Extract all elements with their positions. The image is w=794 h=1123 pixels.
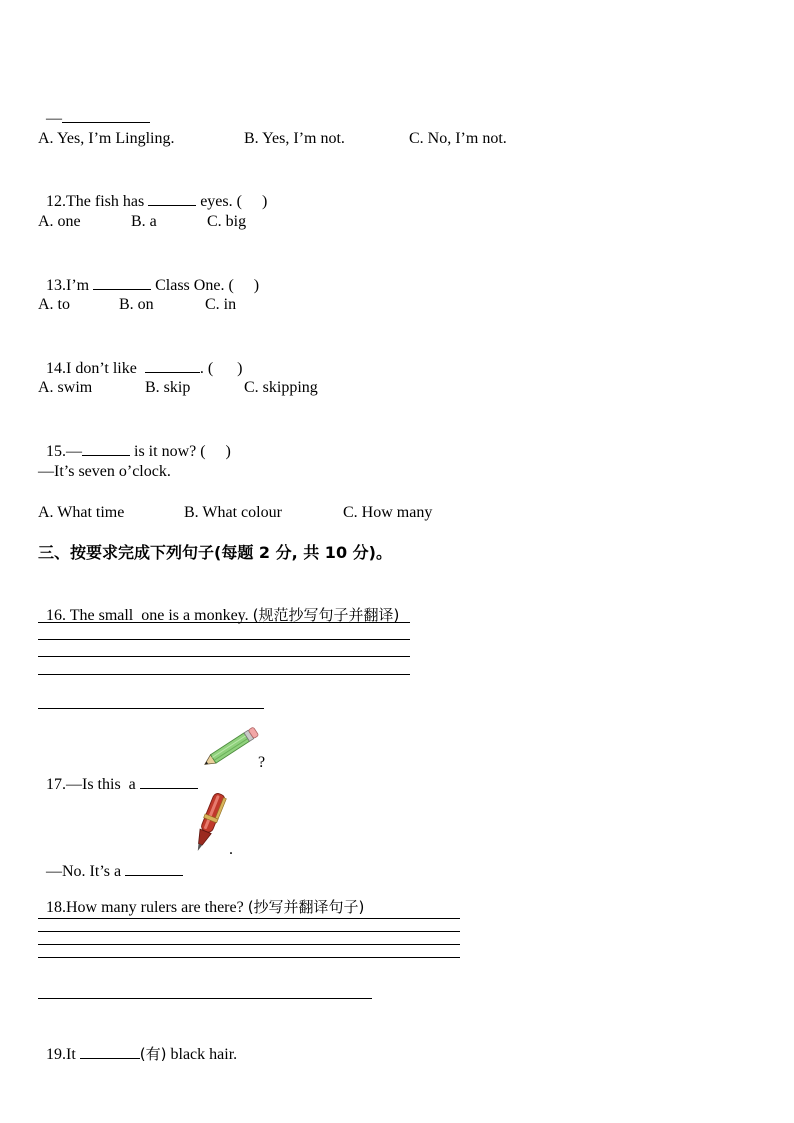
q15-question bbox=[38, 420, 231, 462]
q13-option-c[interactable]: C. in bbox=[205, 296, 237, 313]
q19-hint: (有) bbox=[139, 1045, 167, 1063]
q12-option-a[interactable]: A. one bbox=[38, 213, 81, 230]
q11-option-b[interactable]: B. Yes, I’m not. bbox=[244, 130, 345, 147]
q17-text-pre: 17.—Is this a bbox=[46, 776, 140, 793]
q12-text-pre: 12.The fish has bbox=[46, 193, 149, 210]
q19-blank[interactable] bbox=[80, 1043, 140, 1059]
q16-writing-line-3[interactable] bbox=[38, 656, 410, 657]
q16-writing-line-2[interactable] bbox=[38, 639, 410, 640]
q14-text-pre: 14.I don’t like bbox=[46, 360, 145, 377]
q15-option-a[interactable]: A. What time bbox=[38, 504, 125, 521]
pencil-icon bbox=[198, 726, 262, 770]
q16-writing-line-4[interactable] bbox=[38, 674, 410, 675]
q12-option-c[interactable]: C. big bbox=[207, 213, 247, 230]
q14-text-post: . ( ) bbox=[199, 360, 243, 377]
q13-text-post: Class One. ( ) bbox=[151, 277, 260, 294]
section-3-heading: 三、按要求完成下列句子(每题 2 分, 共 10 分)。 bbox=[38, 543, 392, 562]
q14-option-a[interactable]: A. swim bbox=[38, 379, 93, 396]
q16-writing-line-1[interactable] bbox=[38, 622, 410, 623]
q17-question-mark: ? bbox=[258, 754, 266, 771]
q12-text-post: eyes. ( ) bbox=[196, 193, 268, 210]
q14-blank[interactable] bbox=[145, 357, 200, 373]
q11-option-a[interactable]: A. Yes, I’m Lingling. bbox=[38, 130, 175, 147]
q13-option-a[interactable]: A. to bbox=[38, 296, 70, 313]
q17-answer bbox=[38, 840, 183, 882]
q15-option-c[interactable]: C. How many bbox=[343, 504, 433, 521]
q17-answer-blank[interactable] bbox=[125, 860, 183, 876]
q15-option-b[interactable]: B. What colour bbox=[184, 504, 282, 521]
q12-option-b[interactable]: B. a bbox=[131, 213, 157, 230]
q12-blank[interactable] bbox=[148, 190, 196, 206]
q15-text-post: is it now? ( ) bbox=[130, 443, 231, 460]
q19-text-pre: 19.It bbox=[46, 1046, 80, 1063]
q18-text: 18.How many rulers are there? bbox=[46, 899, 248, 916]
q18-question bbox=[38, 877, 364, 918]
q18-writing-line-4[interactable] bbox=[38, 957, 460, 958]
q17-answer-period: . bbox=[229, 841, 233, 858]
q11-answer-line bbox=[38, 87, 150, 129]
q16-translation-line[interactable] bbox=[38, 708, 264, 709]
q18-translation-line[interactable] bbox=[38, 998, 372, 999]
q18-writing-line-3[interactable] bbox=[38, 944, 460, 945]
q15-answer: —It’s seven o’clock. bbox=[38, 463, 171, 480]
pen-icon bbox=[188, 790, 230, 856]
q18-writing-line-1[interactable] bbox=[38, 918, 460, 919]
q17-blank[interactable] bbox=[140, 773, 198, 789]
q11-dash: — bbox=[46, 110, 62, 127]
q14-question bbox=[38, 337, 242, 379]
q18-writing-line-2[interactable] bbox=[38, 931, 460, 932]
q13-question bbox=[38, 254, 259, 296]
q14-option-c[interactable]: C. skipping bbox=[244, 379, 318, 396]
q13-text-pre: 13.I’m bbox=[46, 277, 94, 294]
q11-blank[interactable] bbox=[62, 107, 150, 123]
q15-blank[interactable] bbox=[82, 440, 130, 456]
q16-hint: (规范抄写句子并翻译) bbox=[252, 606, 400, 624]
q13-blank[interactable] bbox=[93, 274, 151, 290]
q18-hint: (抄写并翻译句子) bbox=[247, 898, 365, 916]
q14-option-b[interactable]: B. skip bbox=[145, 379, 191, 396]
q12-question bbox=[38, 170, 267, 212]
q13-option-b[interactable]: B. on bbox=[119, 296, 154, 313]
q11-option-c[interactable]: C. No, I’m not. bbox=[409, 130, 507, 147]
q19-text-post: black hair. bbox=[166, 1046, 238, 1063]
q16-question bbox=[38, 585, 399, 626]
q19-question bbox=[38, 1023, 237, 1065]
q17-question bbox=[38, 753, 198, 795]
q17-answer-pre: —No. It’s a bbox=[46, 863, 126, 880]
q16-text: 16. The small one is a monkey. bbox=[46, 607, 253, 624]
q15-text-pre: 15.— bbox=[46, 443, 82, 460]
